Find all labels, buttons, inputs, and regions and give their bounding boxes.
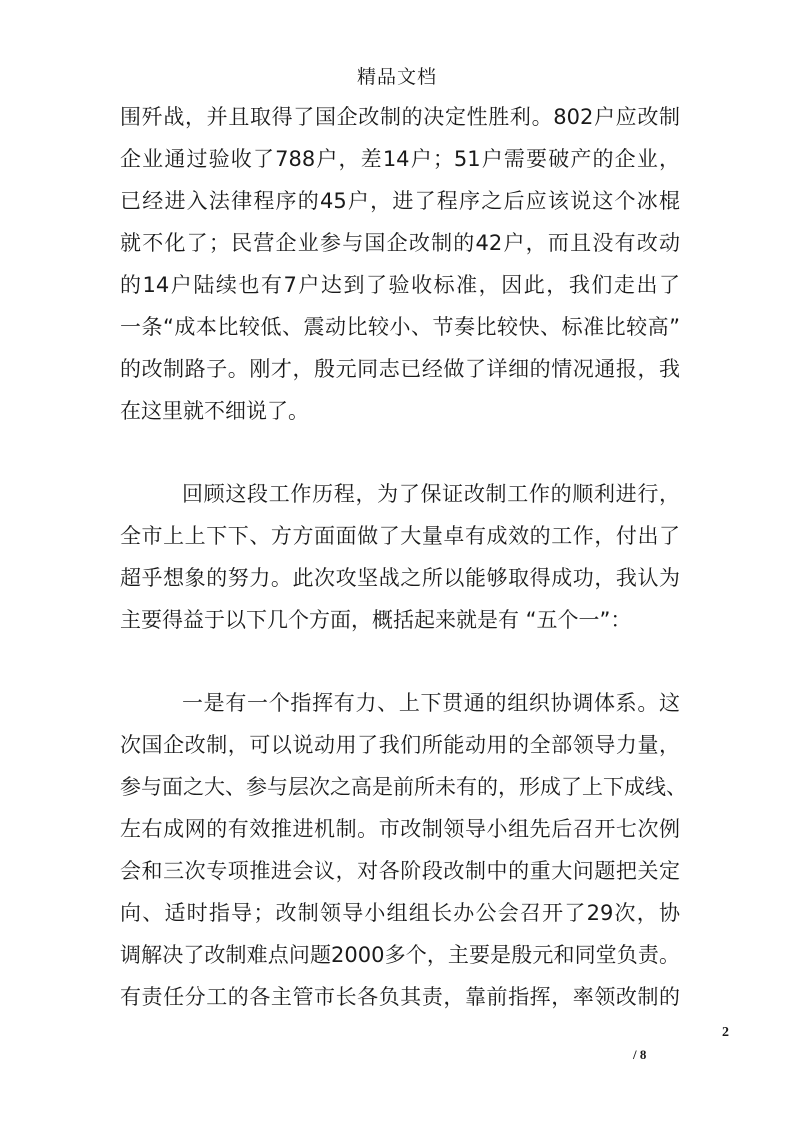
paragraph-1-line-1: 围歼战，并且取得了国企改制的决定性胜利。802户应改制 [120, 105, 680, 129]
paragraph-1-line-5: 的14户陆续也有7户达到了验收标准，因此，我们走出了 [120, 273, 680, 297]
page-number: 2 [722, 1025, 729, 1040]
paragraph-3-line-5: 会和三次专项推进会议，对各阶段改制中的重大问题把关定 [120, 859, 680, 883]
paragraph-2-line-1: 回顾这段工作历程，为了保证改制工作的顺利进行， [182, 482, 680, 506]
paragraph-1-line-2: 企业通过验收了788户，差14户；51户需要破产的企业， [120, 147, 680, 171]
page-total: / 8 [633, 1047, 647, 1062]
paragraph-1-line-3: 已经进入法律程序的45户，进了程序之后应该说这个冰棍 [120, 189, 680, 213]
paragraph-3-line-2: 次国企改制，可以说动用了我们所能动用的全部领导力量， [120, 733, 680, 757]
paragraph-1-line-6: 一条“成本比较低、震动比较小、节奏比较快、标准比较高” [120, 315, 680, 339]
paragraph-3-line-8: 有责任分工的各主管市长各负其责，靠前指挥，率领改制的 [120, 985, 680, 1009]
paragraph-1-line-4: 就不化了；民营企业参与国企改制的42户，而且没有改动 [120, 231, 680, 255]
document-header-title: 精品文档 [356, 66, 437, 88]
paragraph-3-line-4: 左右成网的有效推进机制。市改制领导小组先后召开七次例 [120, 817, 680, 841]
paragraph-3-line-6: 向、适时指导；改制领导小组组长办公会召开了29次，协 [120, 901, 680, 925]
paragraph-1-line-8: 在这里就不细说了。 [120, 399, 309, 423]
paragraph-2-line-2: 全市上上下下、方方面面做了大量卓有成效的工作，付出了 [120, 524, 680, 548]
paragraph-3-line-1: 一是有一个指挥有力、上下贯通的组织协调体系。这 [182, 691, 680, 715]
paragraph-2-line-3: 超乎想象的努力。此次攻坚战之所以能够取得成功，我认为 [120, 566, 680, 590]
paragraph-3-line-3: 参与面之大、参与层次之高是前所未有的，形成了上下成线、 [120, 775, 687, 799]
paragraph-2-line-4: 主要得益于以下几个方面，概括起来就是有 “五个一”： [120, 608, 632, 632]
paragraph-1-line-7: 的改制路子。刚才，殷元同志已经做了详细的情况通报，我 [120, 357, 680, 381]
paragraph-3-line-7: 调解决了改制难点问题2000多个，主要是殷元和同堂负责。 [120, 943, 680, 967]
